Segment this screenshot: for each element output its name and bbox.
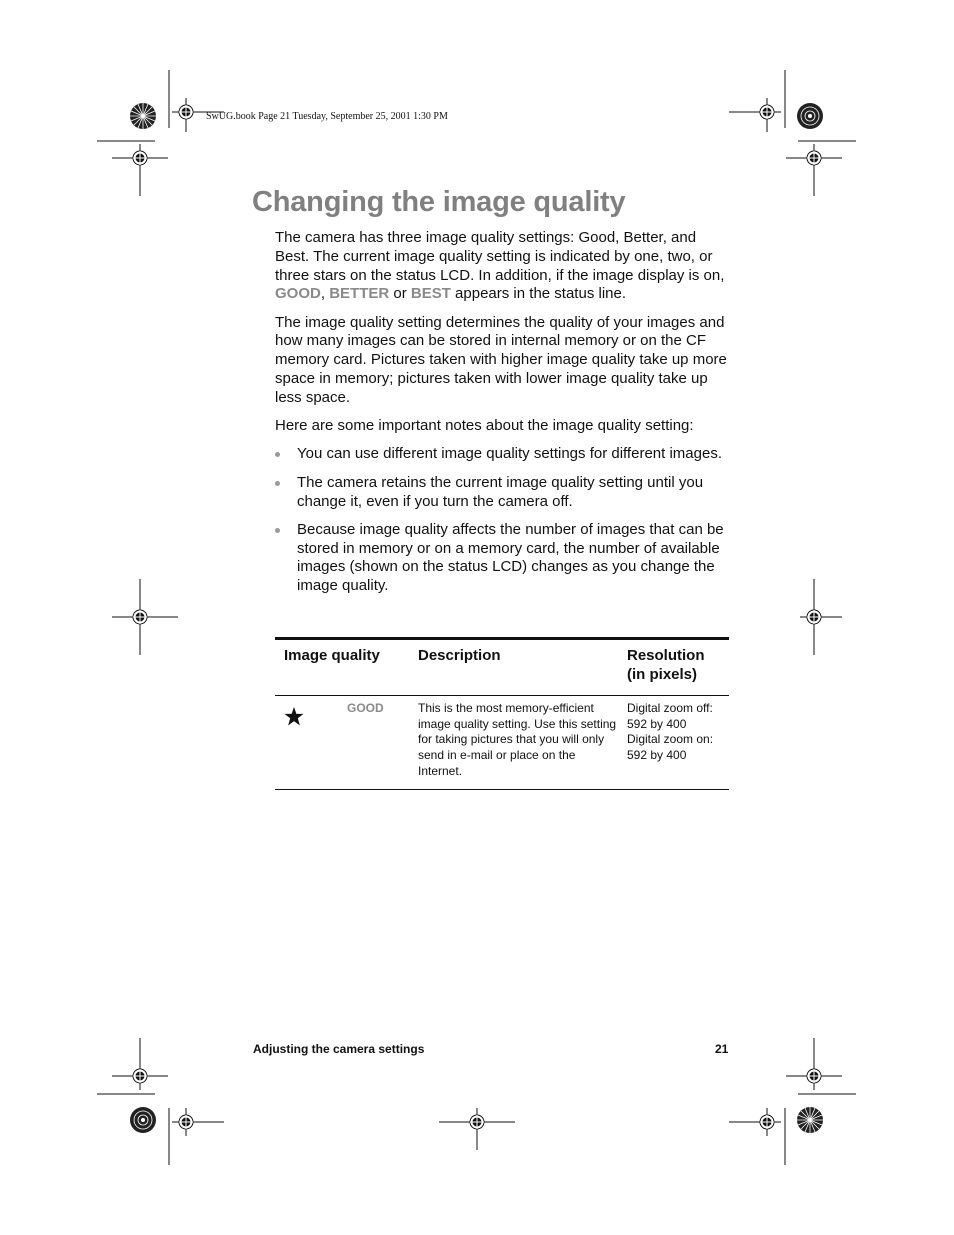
description-cell: This is the most memory-efficient image quality setting. Use this setting for taking pictures that you will only send in e-mail or place on the Internet.	[409, 696, 618, 790]
notes-intro-paragraph: Here are some important notes about the image quality setting:	[275, 417, 694, 435]
resolution-line: 592 by 400	[627, 716, 687, 731]
intro-separator: ,	[320, 285, 330, 303]
bullet-icon	[275, 481, 280, 486]
page-number: 21	[715, 1042, 729, 1056]
image-quality-table	[275, 637, 729, 790]
quality-cell	[275, 696, 409, 790]
intro-separator: or	[389, 285, 411, 303]
star-icon	[284, 707, 304, 726]
good-keyword: GOOD	[275, 285, 321, 303]
list-item	[275, 445, 731, 464]
best-keyword: BEST	[410, 285, 451, 303]
print-slug: SwUG.book Page 21 Tuesday, September 25, 2001 1:30 PM	[206, 111, 448, 122]
list-item-text: Because image quality affects the number of images that can be stored in memory or on a memory card, the number of available images (shown on the status LCD) changes as you change the image quality.	[297, 520, 724, 595]
page-title: Changing the image quality	[252, 186, 626, 218]
notes-list	[275, 445, 731, 596]
table-row	[275, 696, 729, 790]
better-keyword: BETTER	[329, 285, 390, 303]
resolution-line: Digital zoom on:	[627, 732, 714, 747]
intro-paragraph	[275, 229, 731, 304]
list-item-text: You can use different image quality settings for different images.	[297, 445, 722, 463]
resolution-cell	[618, 696, 729, 790]
resolution-line: Digital zoom off:	[627, 701, 713, 715]
body-text	[275, 229, 731, 606]
bullet-icon	[275, 452, 280, 457]
list-item-text: The camera retains the current image quality setting until you change it, even if you turn the camera off.	[297, 473, 704, 510]
quality-label: GOOD	[347, 701, 384, 715]
resolution-line: 592 by 400	[627, 748, 687, 763]
intro-text-end: appears in the status line.	[450, 285, 626, 303]
intro-text: The camera has three image quality settings: Good, Better, and Best. The current image quality setting is indicated by one, two, or three stars on the status LCD. In addition, if the image display is on,	[275, 229, 725, 284]
footer-section-title: Adjusting the camera settings	[253, 1042, 425, 1056]
list-item	[275, 521, 731, 596]
table-header-row	[275, 639, 729, 696]
memory-paragraph: The image quality setting determines the quality of your images and how many images can be stored in internal memory or on the CF memory card. Pictures taken with higher image quality take up more space in memory; pictures taken with lower image quality take up less space.	[275, 313, 727, 406]
column-header-description: Description	[409, 639, 618, 696]
column-header-resolution: Resolution (in pixels)	[618, 639, 729, 696]
list-item	[275, 474, 731, 512]
bullet-icon	[275, 528, 280, 533]
column-header-image-quality: Image quality	[275, 639, 409, 696]
